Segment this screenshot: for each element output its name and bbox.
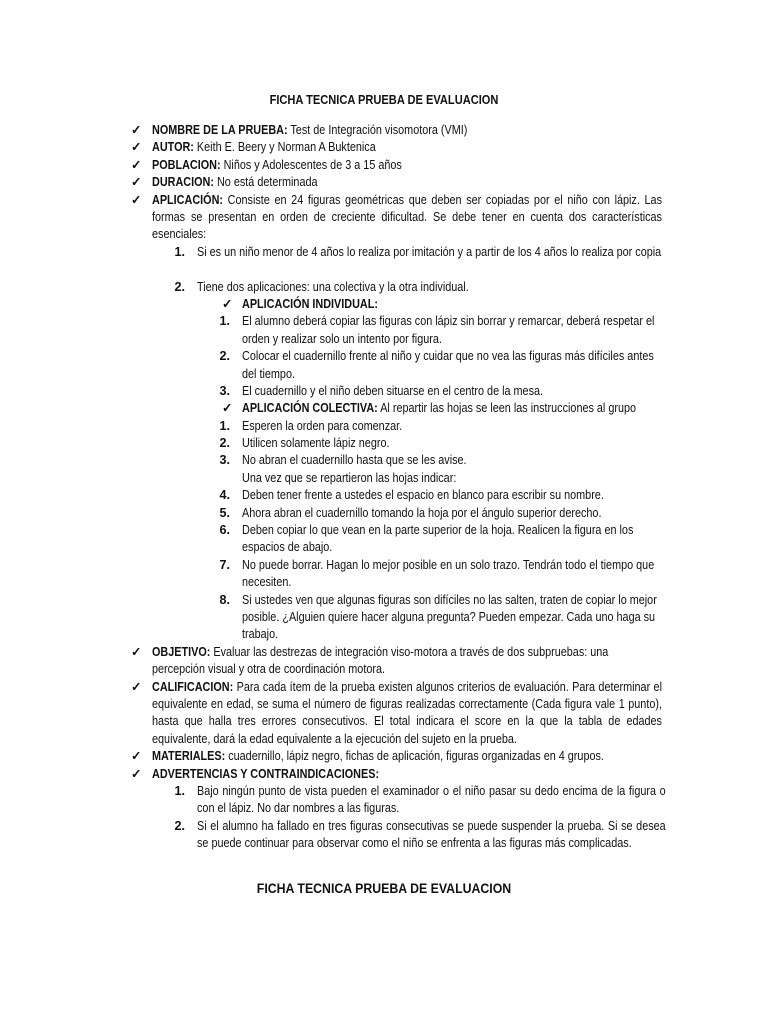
list-item	[0, 244, 768, 279]
footer-title: FICHA TECNICA PRUEBA DE EVALUACION	[256, 881, 512, 896]
list-text: El cuadernillo y el niño deben situarse en el centro de la mesa.	[242, 383, 544, 398]
check-icon: ✓	[222, 296, 233, 311]
field-label: DURACION:	[152, 175, 214, 190]
list-item	[0, 383, 768, 400]
list-number: 2.	[174, 279, 185, 294]
list-text: Tiene dos aplicaciones: una colectiva y la otra individual.	[197, 279, 469, 294]
instruction-note	[0, 470, 768, 487]
list-number: 4.	[219, 488, 230, 503]
list-text: El alumno deberá copiar las figuras con lápiz sin borrar y remarcar, deberá respetar el orden y realizar solo un intento por figura.	[242, 314, 655, 346]
list-text: No puede borrar. Hagan lo mejor posible en un solo trazo. Tendrán todo el tiempo que necesiten.	[242, 557, 655, 590]
field-objetivo	[0, 644, 768, 679]
list-item	[0, 279, 768, 296]
list-text: Si ustedes ven que algunas figuras son difíciles no las salten, traten de copiar lo mejor posible. ¿Alguien quiere hacer alguna pregunta? Pueden empezar. Cada uno haga su trabajo.	[242, 592, 657, 642]
field-materiales	[0, 748, 768, 765]
list-item	[0, 557, 768, 592]
check-icon: ✓	[131, 749, 142, 764]
list-number: 8.	[219, 592, 230, 607]
field-duracion	[0, 174, 768, 191]
list-text: Ahora abran el cuadernillo tomando la hoja por el ángulo superior derecho.	[242, 505, 602, 520]
field-autor	[0, 139, 768, 156]
check-icon: ✓	[131, 140, 142, 155]
field-value: Niños y Adolescentes de 3 a 15 años	[220, 157, 402, 172]
check-icon: ✓	[131, 644, 142, 659]
list-item	[0, 592, 768, 644]
section-label: APLICACIÓN INDIVIDUAL:	[242, 296, 378, 311]
list-item	[0, 818, 768, 870]
list-text: Deben copiar lo que vean en la parte superior de la hoja. Realicen la figura en los espacios de abajo.	[242, 523, 634, 555]
field-value: Keith E. Beery y Norman A Buktenica	[193, 140, 376, 155]
list-number: 1.	[219, 314, 230, 329]
list-item	[0, 783, 768, 818]
list-text: Si es un niño menor de 4 años lo realiza por imitación y a partir de los 4 años lo realiza por copia	[197, 244, 662, 259]
list-number: 7.	[219, 557, 230, 572]
list-text: No abran el cuadernillo hasta que se les avise.	[242, 453, 467, 468]
field-label: APLICACIÓN:	[152, 192, 224, 207]
list-text: Si el alumno ha fallado en tres figuras consecutivas se puede suspender la prueba. Si se desea se puede continuar para observar como el niño se enfrenta a las figuras más complicadas.	[197, 818, 666, 851]
field-label: ADVERTENCIAS Y CONTRAINDICACIONES:	[152, 766, 380, 781]
field-value: cuadernillo, lápiz negro, fichas de aplicación, figuras organizadas en 4 grupos.	[225, 749, 604, 764]
field-value: Consiste en 24 figuras geométricas que deben ser copiadas por el niño con lápiz. Las formas se presentan en orden de creciente dificultad. Se debe tener en cuenta dos características esenciales:	[152, 192, 662, 242]
field-label: MATERIALES:	[152, 749, 226, 764]
field-advertencias	[0, 766, 768, 783]
field-label: POBLACION:	[152, 157, 221, 172]
list-item	[0, 348, 768, 383]
section-colectiva	[0, 400, 768, 417]
field-label: AUTOR:	[152, 140, 194, 155]
list-number: 1.	[174, 784, 185, 798]
list-number: 1.	[174, 244, 185, 259]
field-poblacion	[0, 157, 768, 174]
check-icon: ✓	[131, 192, 142, 207]
list-item	[0, 522, 768, 557]
list-text: Bajo ningún punto de vista pueden el examinador o el niño pasar su dedo encima de la figura o con el lápiz. No dar nombres a las figuras.	[197, 784, 666, 816]
field-value: Evaluar las destrezas de integración viso-motora a través de dos subpruebas: una percepción visual y otra de coordinación motora.	[152, 644, 609, 677]
check-icon: ✓	[131, 175, 142, 190]
page-title: FICHA TECNICA PRUEBA DE EVALUACION	[269, 93, 499, 107]
check-icon: ✓	[222, 401, 233, 416]
note-text: Una vez que se repartieron las hojas indicar:	[242, 470, 457, 485]
list-item	[0, 505, 768, 522]
list-item	[0, 487, 768, 504]
field-value: Test de Integración visomotora (VMI)	[287, 123, 468, 137]
section-individual	[0, 296, 768, 313]
list-item	[0, 313, 768, 348]
list-number: 2.	[174, 818, 185, 833]
field-value: Para cada ítem de la prueba existen algunos criterios de evaluación. Para determinar el equivalente en edad, se suma el número de figuras realizadas correctamente (Cada figura vale 1 punto), hasta que halla tres errores consecutivos. El total indicara el score en la que la tabla de edades equivalente, dará la edad equivalente a la ejecución del sujeto en la prueba.	[152, 679, 662, 746]
field-calificacion	[0, 679, 768, 749]
field-label: NOMBRE DE LA PRUEBA:	[152, 123, 288, 137]
check-icon: ✓	[131, 157, 142, 172]
list-number: 3.	[219, 383, 230, 398]
list-text: Deben tener frente a ustedes el espacio en blanco para escribir su nombre.	[242, 488, 604, 503]
check-icon: ✓	[131, 123, 142, 137]
list-text: Esperen la orden para comenzar.	[242, 418, 403, 433]
field-value: No está determinada	[213, 175, 318, 190]
field-aplicacion	[0, 192, 768, 244]
list-number: 5.	[219, 505, 230, 520]
list-number: 1.	[219, 418, 230, 433]
field-nombre	[0, 122, 768, 139]
list-number: 2.	[219, 436, 230, 451]
section-label: APLICACIÓN COLECTIVA:	[242, 401, 378, 416]
check-icon: ✓	[131, 679, 142, 694]
document-body	[0, 122, 768, 870]
list-number: 2.	[219, 349, 230, 364]
list-item	[0, 452, 768, 469]
list-number: 3.	[219, 453, 230, 468]
field-label: CALIFICACION:	[152, 679, 234, 694]
list-item	[0, 418, 768, 435]
list-number: 6.	[219, 523, 230, 538]
check-icon: ✓	[131, 766, 142, 781]
list-item	[0, 435, 768, 452]
section-intro: Al repartir las hojas se leen las instrucciones al grupo	[377, 401, 637, 416]
list-text: Colocar el cuadernillo frente al niño y cuidar que no vea las figuras más difíciles antes del tiempo.	[242, 349, 654, 381]
list-text: Utilicen solamente lápiz negro.	[242, 436, 390, 451]
field-label: OBJETIVO:	[152, 644, 211, 659]
